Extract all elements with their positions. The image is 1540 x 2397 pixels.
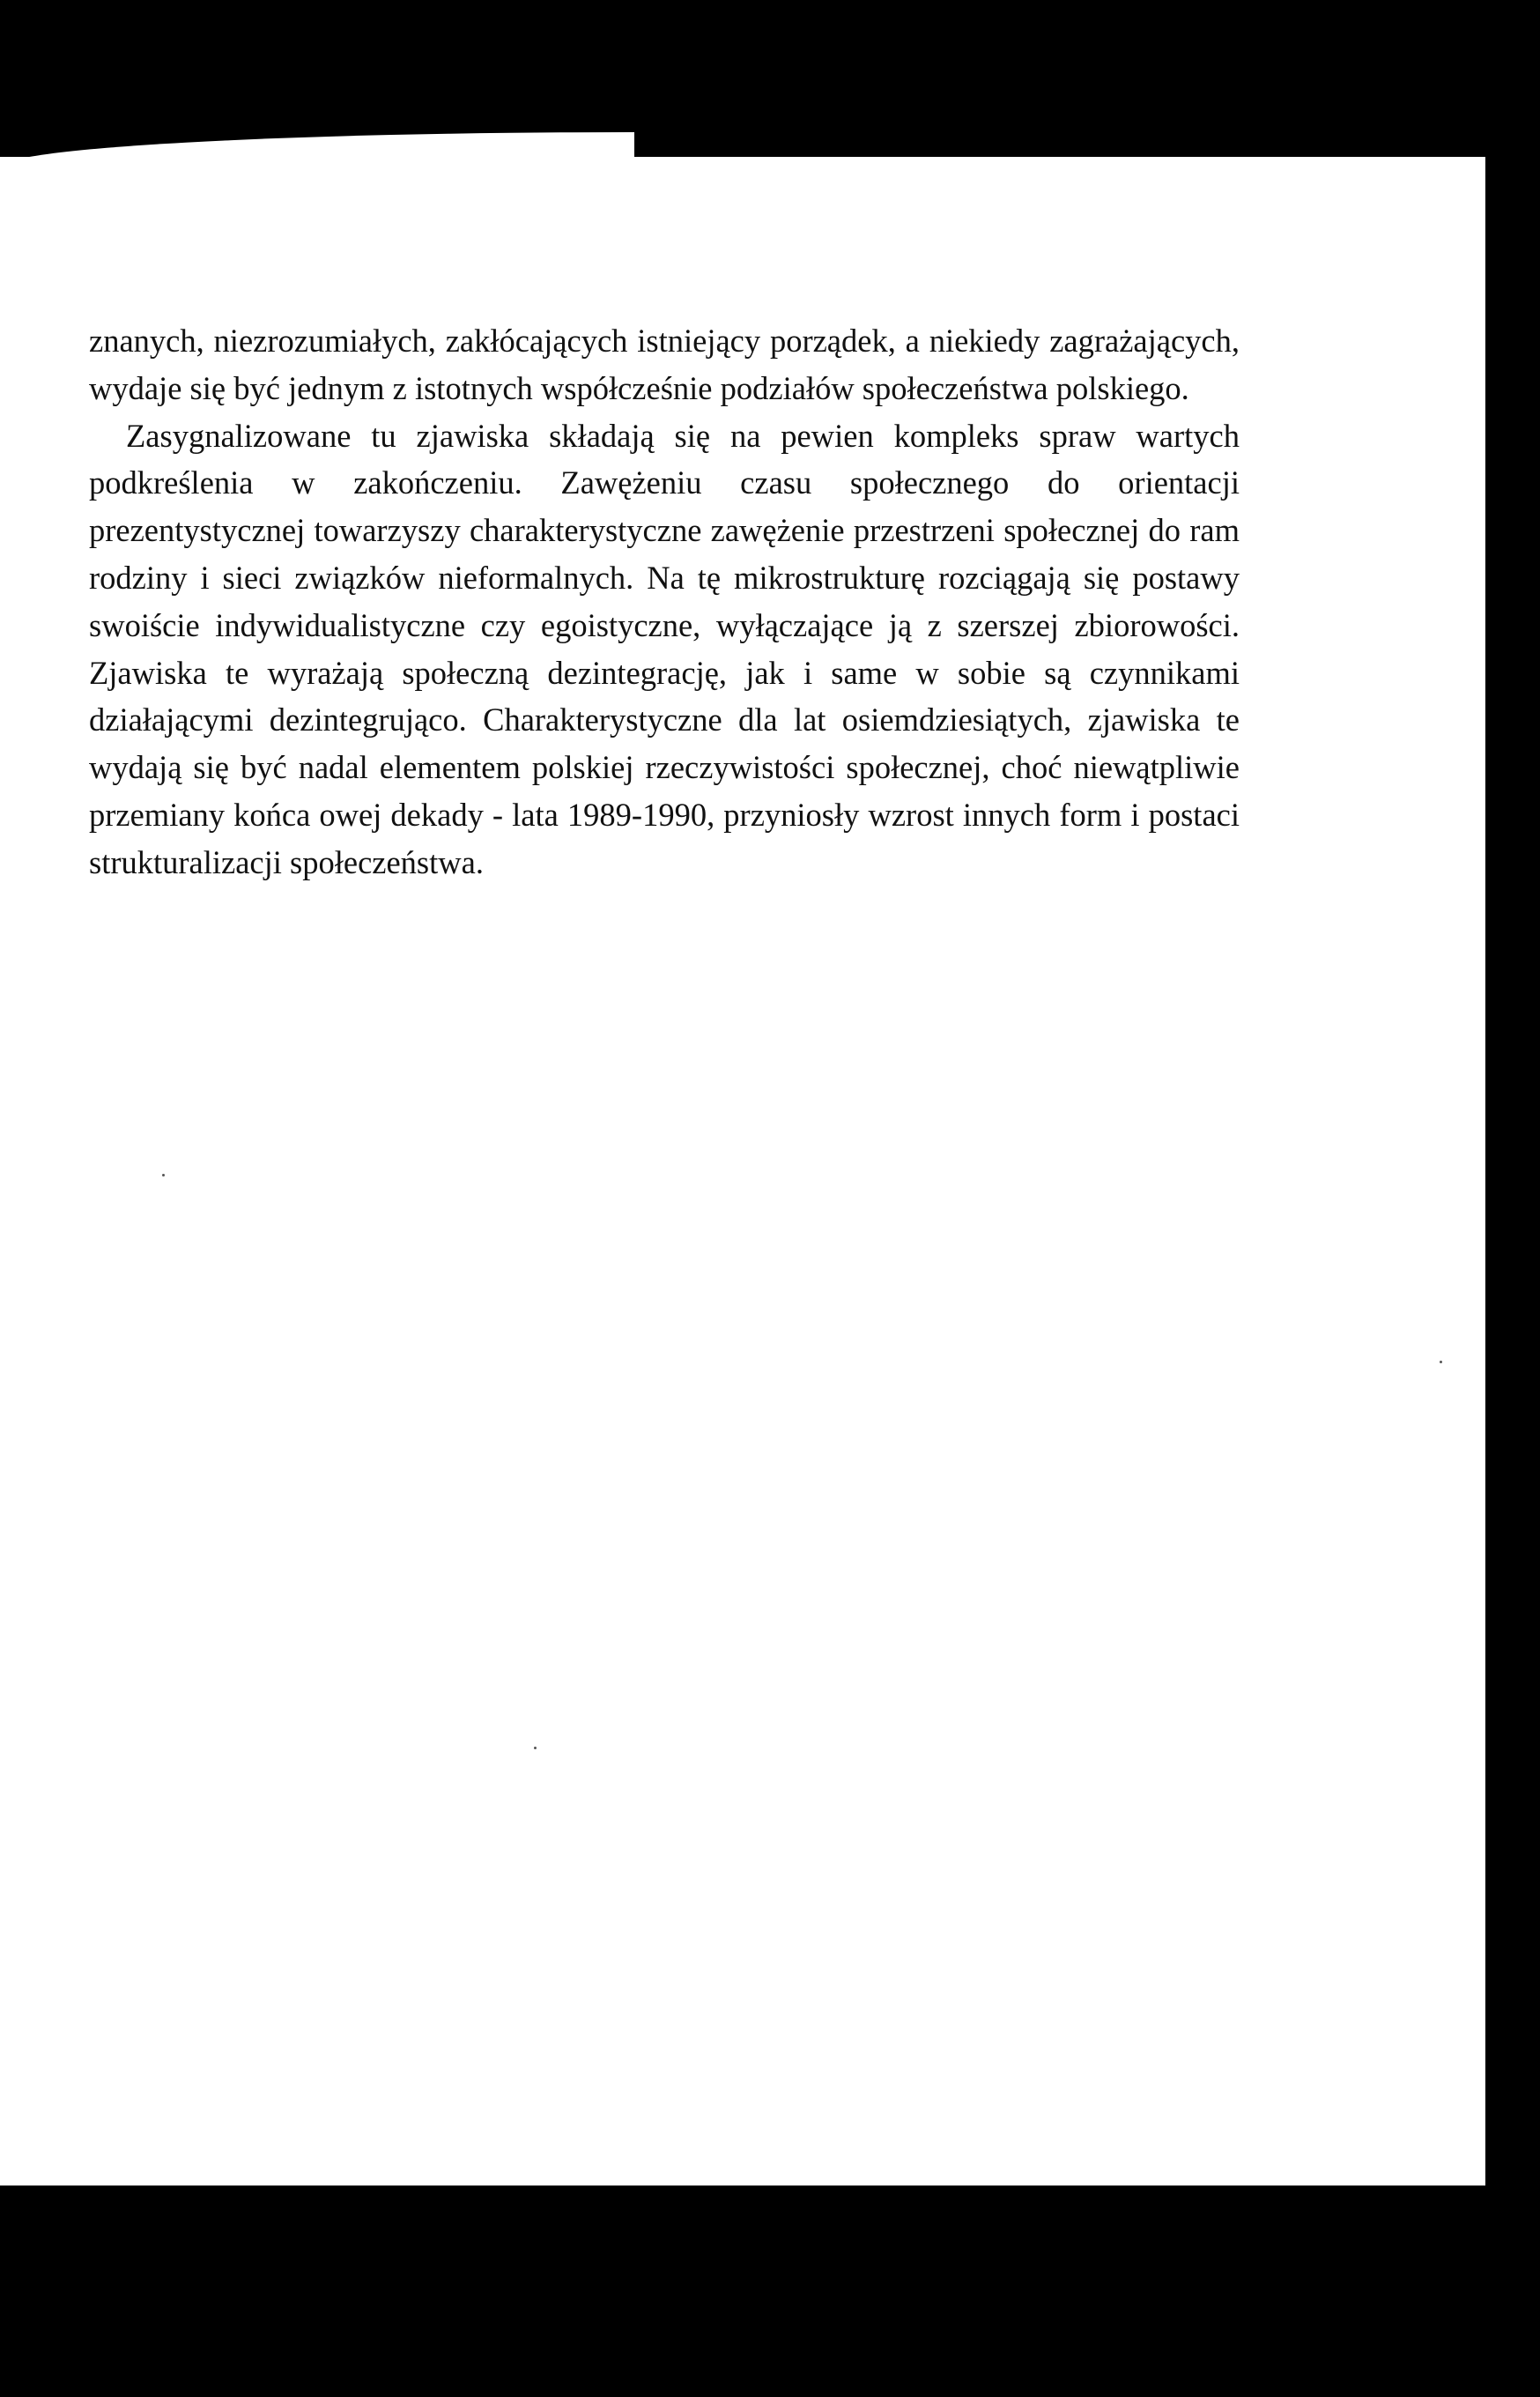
scan-speck (534, 1747, 537, 1749)
paragraph-continuation: znanych, niezrozumiałych, zakłócających istniejący porządek, a niekiedy zagrażających, wydaje się być jednym z istotnych współcześnie podziałów społeczeństwa polskiego. (89, 323, 1240, 406)
scan-speck (162, 1174, 165, 1176)
paragraph-conclusion: Zasygnalizowane tu zjawiska składają się na pewien kompleks spraw wartych podkreślenia w zakończeniu. Zawężeniu czasu społecznego do orientacji prezentystycznej towarzyszy charakterystyczne zawężenie przestrzeni społecznej do ram rodziny i sieci związków nieformalnych. Na tę mikrostrukturę rozciągają się postawy swoiście indywidualistyczne czy egoistyczne, wyłączające ją z szerszej zbiorowości. Zjawiska te wyrażają społeczną dezintegrację, jak i same w sobie są czynnikami działającymi dezintegrująco. Charakterystyczne dla lat osiemdziesiątych, zjawiska te wydają się być nadal elementem polskiej rzeczywistości społecznej, choć niewątpliwie przemiany końca owej dekady - lata 1989-1990, przyniosły wzrost innych form i postaci strukturalizacji społeczeństwa. (89, 417, 1240, 880)
scan-speck (1440, 1361, 1442, 1363)
page-top-edge-curl (0, 132, 634, 167)
body-text (89, 317, 1240, 887)
